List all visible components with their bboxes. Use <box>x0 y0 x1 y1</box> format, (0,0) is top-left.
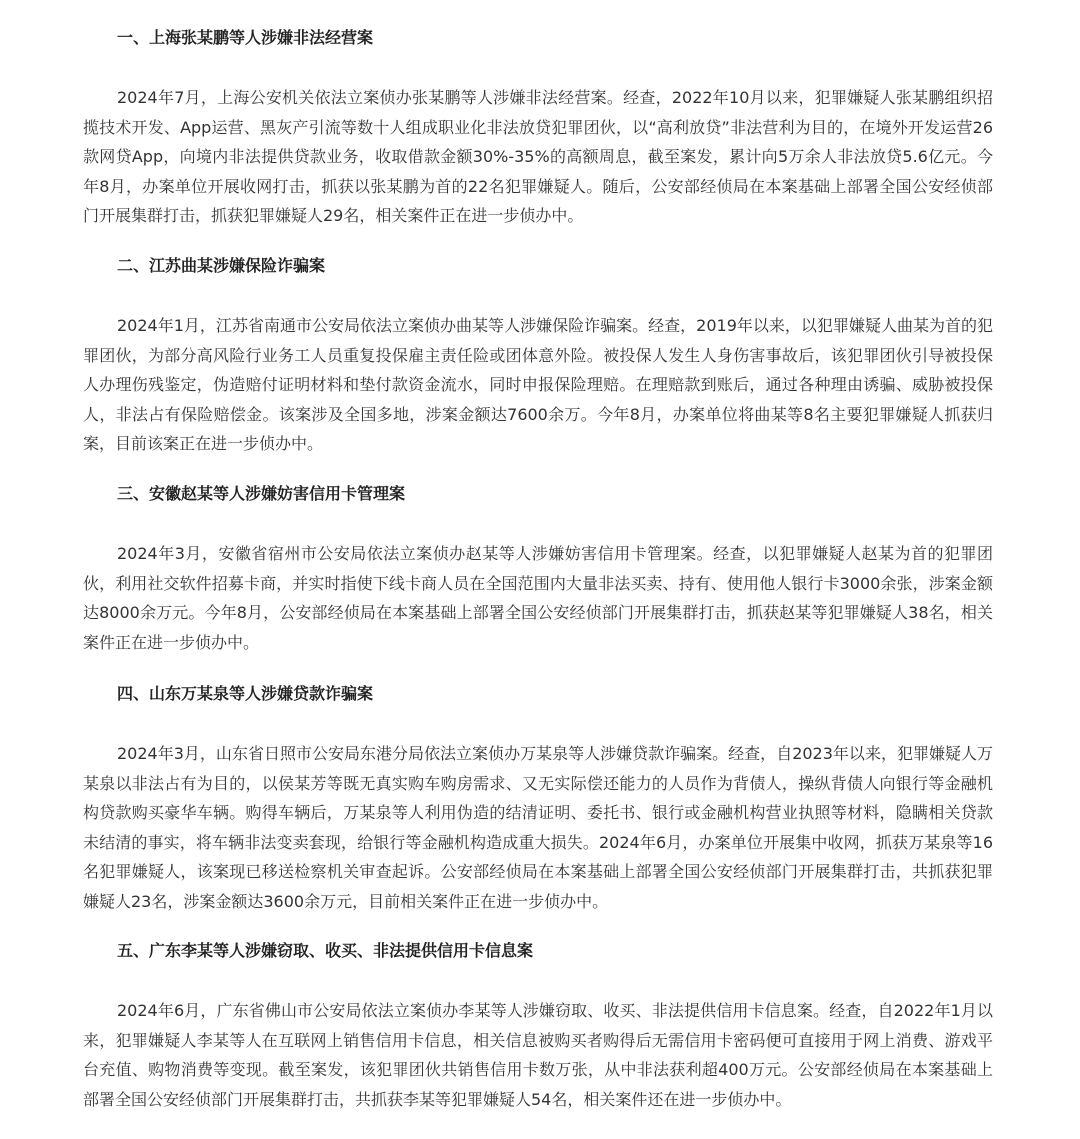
case-body: 2024年6月，广东省佛山市公安局依法立案侦办李某等人涉嫌窃取、收买、非法提供信用卡信息案。经查，自2022年1月以来，犯罪嫌疑人李某等人在互联网上销售信用卡信息，相关信息被购买者购得后无需信用卡密码便可直接用于网上消费、游戏平台充值、购物消费等变现。截至案发，该犯罪团伙共销售信用卡数万张，从中非法获利超400万元。公安部经侦局在本案基础上部署全国公安经侦部门开展集群打击，共抓获李某等犯罪嫌疑人54名，相关案件还在进一步侦办中。 <box>83 1001 993 1109</box>
case-section-3 <box>83 482 993 657</box>
case-heading: 二、江苏曲某涉嫌保险诈骗案 <box>117 256 326 275</box>
case-body: 2024年3月，安徽省宿州市公安局依法立案侦办赵某等人涉嫌妨害信用卡管理案。经查，以犯罪嫌疑人赵某为首的犯罪团伙，利用社交软件招募卡商，并实时指使下线卡商人员在全国范围内大量非法买卖、持有、使用他人银行卡3000余张，涉案金额达8000余万元。今年8月，公安部经侦局在本案基础上部署全国公安经侦部门开展集群打击，抓获赵某等犯罪嫌疑人38名，相关案件正在进一步侦办中。 <box>83 544 993 652</box>
case-section-2 <box>83 254 993 459</box>
case-heading: 五、广东李某等人涉嫌窃取、收买、非法提供信用卡信息案 <box>117 941 534 960</box>
case-heading: 四、山东万某泉等人涉嫌贷款诈骗案 <box>117 684 374 703</box>
case-section-1 <box>83 26 993 231</box>
case-body: 2024年1月，江苏省南通市公安局依法立案侦办曲某等人涉嫌保险诈骗案。经查，2019年以来，以犯罪嫌疑人曲某为首的犯罪团伙，为部分高风险行业务工人员重复投保雇主责任险或团体意外险。被投保人发生人身伤害事故后，该犯罪团伙引导被投保人办理伤残鉴定，伪造赔付证明材料和垫付款资金流水，同时申报保险理赔。在理赔款到账后，通过各种理由诱骗、威胁被投保人，非法占有保险赔偿金。该案涉及全国多地，涉案金额达7600余万。今年8月，办案单位将曲某等8名主要犯罪嫌疑人抓获归案，目前该案正在进一步侦办中。 <box>83 316 993 453</box>
case-heading: 一、上海张某鹏等人涉嫌非法经营案 <box>117 28 374 47</box>
case-heading: 三、安徽赵某等人涉嫌妨害信用卡管理案 <box>117 484 406 503</box>
case-body: 2024年7月，上海公安机关依法立案侦办张某鹏等人涉嫌非法经营案。经查，2022年10月以来，犯罪嫌疑人张某鹏组织招揽技术开发、App运营、黑灰产引流等数十人组成职业化非法放贷犯罪团伙，以“高利放贷”非法营利为目的，在境外开发运营26款网贷App，向境内非法提供贷款业务，收取借款金额30%-35%的高额周息，截至案发，累计向5万余人非法放贷5.6亿元。今年8月，办案单位开展收网打击，抓获以张某鹏为首的22名犯罪嫌疑人。随后，公安部经侦局在本案基础上部署全国公安经侦部门开展集群打击，抓获犯罪嫌疑人29名，相关案件正在进一步侦办中。 <box>83 88 993 225</box>
case-section-4 <box>83 682 993 916</box>
case-section-5 <box>83 939 993 1114</box>
case-body: 2024年3月，山东省日照市公安局东港分局依法立案侦办万某泉等人涉嫌贷款诈骗案。经查，自2023年以来，犯罪嫌疑人万某泉以非法占有为目的，以侯某芳等既无真实购车购房需求、又无实际偿还能力的人员作为背债人，操纵背债人向银行等金融机构贷款购买豪华车辆。购得车辆后，万某泉等人利用伪造的结清证明、委托书、银行或金融机构营业执照等材料，隐瞒相关贷款未结清的事实，将车辆非法变卖套现，给银行等金融机构造成重大损失。2024年6月，办案单位开展集中收网，抓获万某泉等16名犯罪嫌疑人，该案现已移送检察机关审查起诉。公安部经侦局在本案基础上部署全国公安经侦部门开展集群打击，共抓获犯罪嫌疑人23名，涉案金额达3600余万元，目前相关案件正在进一步侦办中。 <box>83 744 993 911</box>
